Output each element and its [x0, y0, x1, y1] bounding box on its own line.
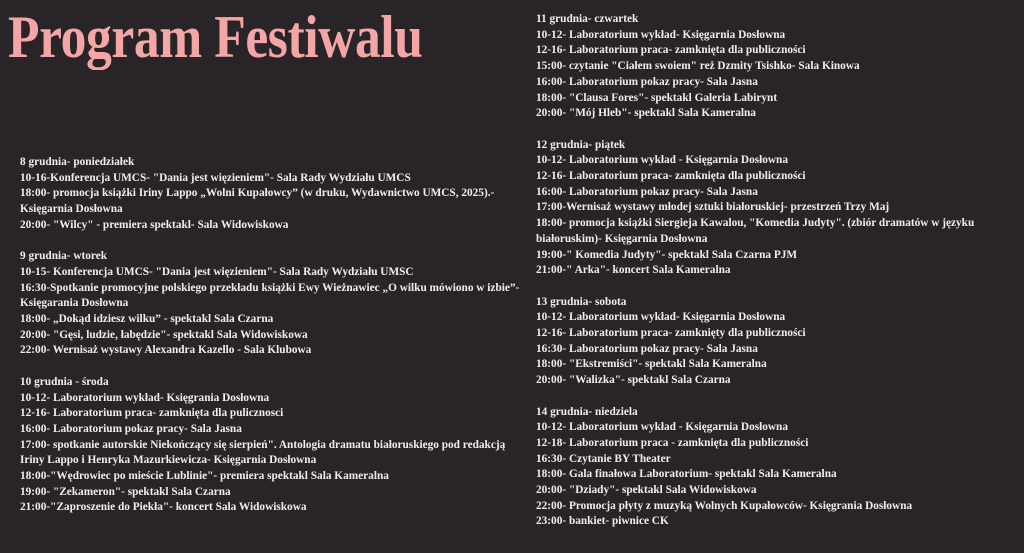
event-item: 18:00- "Ekstremiści"- spektakl Sala Kameralna	[536, 358, 767, 371]
event-item: 16:30- Czytanie BY Theater	[536, 452, 671, 465]
event-item: 23:00- bankiet- piwnice CK	[536, 515, 669, 528]
day-heading: 8 grudnia- poniedziałek	[20, 156, 135, 168]
event-item: 12-16- Laboratorium praca- zamknięta dla publiczności	[536, 170, 806, 183]
event-item: 18:00- "Clausa Fores"- spektakl Galeria Labirynt	[536, 91, 778, 104]
event-item: 10-12- Laboratorium wykład - Księgarnia Dosłowna	[536, 421, 788, 434]
event-item: 19:00- "Zekameron"- spektakl Sala Czarna	[20, 485, 231, 498]
event-item: 19:00-" Komedia Judyty"- spektakl Sala Czarna PJM	[536, 248, 798, 261]
event-item: 10-12- Laboratorium wykład- Księgrania Dosłowna	[20, 391, 270, 404]
event-item: 10-12- Laboratorium wykład - Księgarnia Dosłowna	[536, 154, 788, 167]
event-item: 12-18- Laboratorium praca - zamknięta dla publiczności	[536, 436, 809, 449]
event-item: 18:00- promocja książki Iriny Lappo „Wolni Kupałowcy” (w druku, Wydawnictwo UMCS, 2025).- Księgarnia Dosłowna	[20, 187, 495, 216]
event-item: 20:00- "Walizka"- spektakl Sala Czarna	[536, 374, 731, 387]
schedule-right-column	[536, 12, 1016, 546]
event-item: 16:00- Laboratorium pokaz pracy- Sala Jasna	[20, 422, 242, 435]
event-item: 20:00- "Wilcy" - premiera spektakl- Sala Widowiskowa	[20, 218, 289, 231]
event-item: 17:00- spotkanie autorskie Niekończący się sierpień". Antologia dramatu białoruskiego pod redakcją Iriny Lappo i Henryka Mazurkiewicza- Księgarnia Dosłowna	[20, 438, 506, 467]
day-block	[20, 155, 520, 234]
event-item: 18:00-"Wędrowiec po mieście Lublinie"- premiera spektakl Sala Kameralna	[20, 470, 389, 483]
day-heading: 10 grudnia - środa	[20, 375, 109, 388]
day-heading: 14 grudnia- niedziela	[536, 405, 638, 418]
event-item: 18:00- „Dokąd idziesz wilku” - spektakl Sala Czarna	[20, 313, 274, 326]
day-heading: 13 grudnia- sobota	[536, 295, 627, 308]
event-item: 22:00- Promocja płyty z muzyką Wolnych Kupałowców- Księgrania Dosłowna	[536, 499, 913, 512]
event-item: 16:00- Laboratorium pokaz pracy- Sala Jasna	[536, 75, 758, 88]
event-item: 12-16- Laboratorium praca- zamknięta dla publiczności	[536, 44, 806, 57]
event-item: 18:00- promocja książki Siergieja Kawalou, "Komedia Judyty". (zbiór dramatów w języku białoruskim)- Księgarnia Dosłowna	[536, 217, 975, 245]
event-item: 16:00- Laboratorium pokaz pracy- Sala Jasna	[536, 185, 758, 198]
day-block	[20, 375, 520, 516]
day-block	[536, 12, 1016, 122]
event-item: 12-16- Laboratorium praca- zamknięty dla publiczności	[536, 327, 806, 340]
event-item: 18:00- Gala finałowa Laboratorium- spektakl Sala Kameralna	[536, 468, 837, 481]
day-heading: 11 grudnia- czwartek	[536, 13, 639, 25]
event-item: 16:30-Spotkanie promocyjne polskiego przekładu książki Ewy Wieżnawiec „O wilku mówiono w izbie”- Księgarania Dosłowna	[20, 281, 520, 310]
day-heading: 9 grudnia- wtorek	[20, 250, 108, 263]
event-item: 20:00- "Gęsi, ludzie, łabędzie"- spektakl Sala Widowiskowa	[20, 328, 308, 341]
event-item: 17:00-Wernisaż wystawy młodej sztuki białoruskiej- przestrzeń Trzy Maj	[536, 201, 890, 214]
event-item: 20:00- "Mój Hleb"- spektakl Sala Kameralna	[536, 107, 756, 120]
event-item: 12-16- Laboratorium praca- zamknięta dla pulicznosci	[20, 407, 284, 420]
event-item: 15:00- czytanie "Ciałem swoiem" reż Dzmity Tsishko- Sala Kinowa	[536, 60, 860, 73]
event-item: 21:00-"Zaproszenie do Piekła"- koncert Sala Widowiskowa	[20, 501, 307, 514]
event-item: 22:00- Wernisaż wystawy Alexandra Kazello - Sala Klubowa	[20, 344, 312, 357]
event-item: 10-15- Konferencja UMCS- "Dania jest więzieniem"- Sala Rady Wydziału UMSC	[20, 265, 414, 278]
day-block	[20, 249, 520, 359]
schedule-left-column	[20, 155, 520, 532]
day-block	[536, 295, 1016, 389]
event-item: 16:30- Laboratorium pokaz pracy- Sala Jasna	[536, 342, 758, 355]
day-block	[536, 405, 1016, 531]
day-heading: 12 grudnia- piątek	[536, 138, 626, 151]
event-item: 10-12- Laboratorium wykład- Księgarnia Dosłowna	[536, 311, 786, 324]
event-item: 10-16-Konferencja UMCS- "Dania jest więzieniem"- Sala Rady Wydziału UMCS	[20, 171, 411, 184]
day-block	[536, 138, 1016, 279]
event-item: 10-12- Laboratorium wykład- Księgarnia Dosłowna	[536, 28, 786, 41]
event-item: 20:00- "Dziady"- spektakl Sala Widowiskowa	[536, 484, 757, 497]
page-title: Program Festiwalu	[8, 4, 423, 70]
event-item: 21:00-" Arka"- koncert Sala Kameralna	[536, 264, 731, 277]
